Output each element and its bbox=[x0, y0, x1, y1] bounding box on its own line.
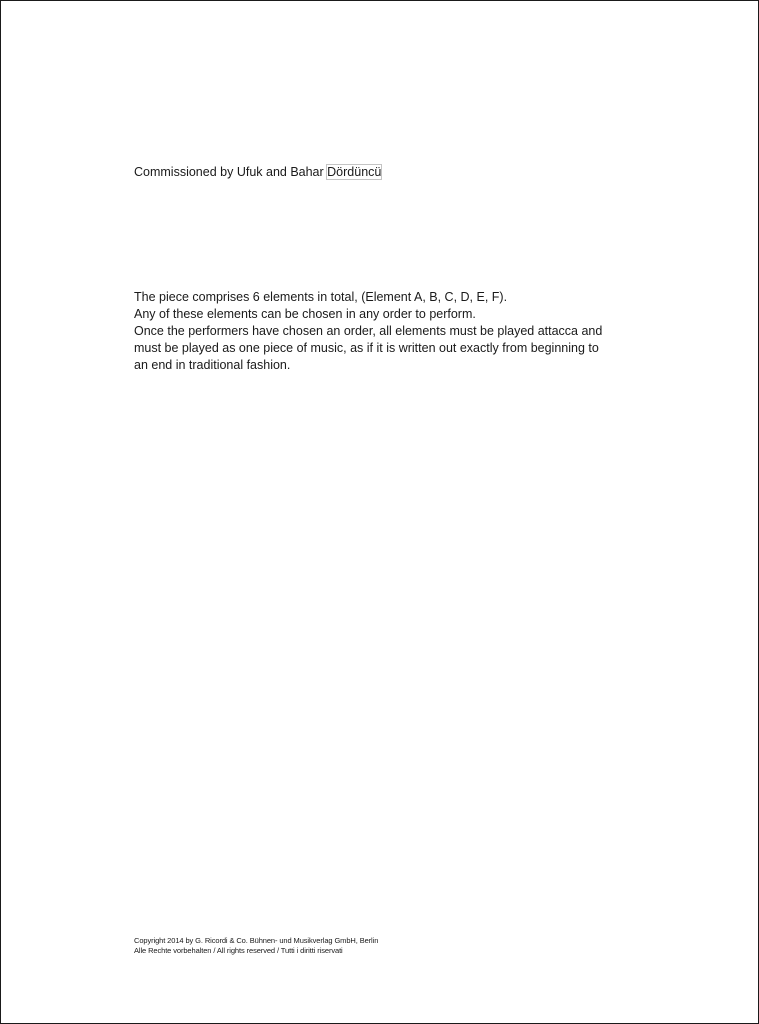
instruction-line: Any of these elements can be chosen in any order to perform. bbox=[134, 307, 476, 321]
copyright-notice bbox=[134, 936, 378, 956]
instruction-line: an end in traditional fashion. bbox=[134, 358, 291, 372]
instruction-line: must be played as one piece of music, as if it is written out exactly from beginning to bbox=[134, 341, 599, 355]
performance-instructions bbox=[134, 289, 634, 374]
instruction-line: The piece comprises 6 elements in total, (Element A, B, C, D, E, F). bbox=[134, 290, 508, 304]
commission-note bbox=[134, 164, 381, 180]
rights-line: Alle Rechte vorbehalten / All rights reserved / Tutti i diritti riservati bbox=[134, 946, 343, 955]
instruction-line: Once the performers have chosen an order, all elements must be played attacca and bbox=[134, 324, 603, 338]
copyright-line: Copyright 2014 by G. Ricordi & Co. Bühnen- und Musikverlag GmbH, Berlin bbox=[134, 936, 379, 945]
commission-prefix: Commissioned by Ufuk and Bahar bbox=[134, 165, 328, 179]
commissioner-surname: Dördüncü bbox=[327, 165, 382, 179]
